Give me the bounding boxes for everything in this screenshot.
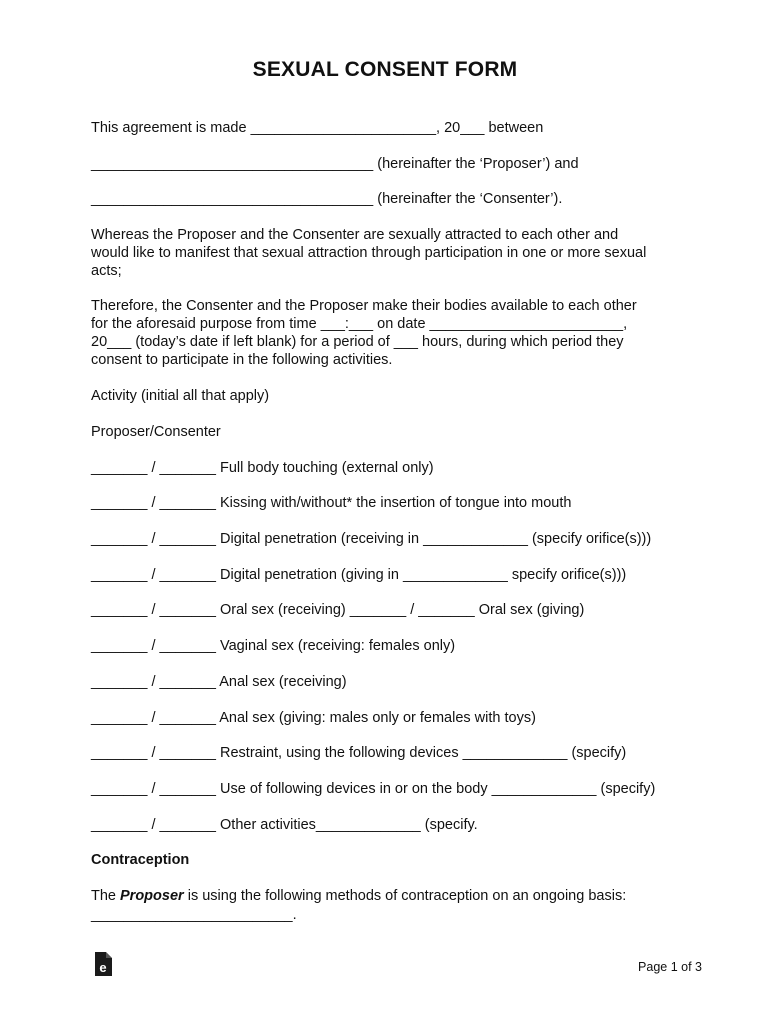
activity-item[interactable]: _______ / _______ Use of following devices in or on the body _____________ (specify)	[91, 781, 656, 797]
therefore-line: 20___ (today’s date if left blank) for a period of ___ hours, during which period they	[91, 334, 624, 350]
activity-item[interactable]: _______ / _______ Anal sex (giving: males only or females with toys)	[91, 710, 536, 726]
therefore-line: consent to participate in the following activities.	[91, 352, 393, 368]
activity-item[interactable]: _______ / _______ Oral sex (receiving) _______ / _______ Oral sex (giving)	[91, 602, 585, 618]
whereas-paragraph	[91, 226, 691, 280]
therefore-line: Therefore, the Consenter and the Proposer make their bodies available to each other	[91, 298, 637, 314]
therefore-line: for the aforesaid purpose from time ___:___ on date ________________________,	[91, 316, 628, 332]
page-number: Page 1 of 3	[638, 960, 702, 974]
activity-item[interactable]: _______ / _______ Kissing with/without* the insertion of tongue into mouth	[91, 495, 572, 511]
contraception-heading: Contraception	[91, 852, 190, 868]
activity-item[interactable]: _______ / _______ Other activities_____________ (specify.	[91, 817, 478, 833]
contraception-blank[interactable]: _________________________.	[91, 907, 297, 923]
contraception-subject: Proposer	[120, 888, 184, 904]
therefore-paragraph	[91, 297, 691, 369]
activity-item[interactable]: _______ / _______ Anal sex (receiving)	[91, 674, 347, 690]
agreement-line: This agreement is made _______________________, 20___ between	[91, 120, 544, 136]
activity-item[interactable]: _______ / _______ Digital penetration (receiving in _____________ (specify orifice(s)))	[91, 531, 652, 547]
whereas-line: Whereas the Proposer and the Consenter are sexually attracted to each other and	[91, 227, 619, 243]
eforms-logo-icon	[94, 952, 112, 976]
initials-heading: Proposer/Consenter	[91, 424, 221, 440]
svg-text:e: e	[99, 960, 107, 975]
whereas-line: acts;	[91, 263, 122, 279]
activity-heading: Activity (initial all that apply)	[91, 388, 270, 404]
proposer-line: ___________________________________ (hereinafter the ‘Proposer’) and	[91, 156, 579, 172]
activity-item[interactable]: _______ / _______ Digital penetration (giving in _____________ specify orifice(s)))	[91, 567, 627, 583]
consenter-line: ___________________________________ (hereinafter the ‘Consenter’).	[91, 191, 563, 207]
activity-item[interactable]: _______ / _______ Restraint, using the following devices _____________ (specify)	[91, 745, 627, 761]
contraception-prefix: The	[91, 888, 121, 904]
activity-item[interactable]: _______ / _______ Full body touching (external only)	[91, 460, 434, 476]
activity-item[interactable]: _______ / _______ Vaginal sex (receiving: females only)	[91, 638, 456, 654]
contraception-rest: is using the following methods of contraception on an ongoing basis:	[183, 888, 627, 904]
contraception-statement	[91, 887, 626, 905]
whereas-line: would like to manifest that sexual attraction through participation in one or more sexual	[91, 245, 647, 261]
form-title: SEXUAL CONSENT FORM	[252, 58, 518, 81]
